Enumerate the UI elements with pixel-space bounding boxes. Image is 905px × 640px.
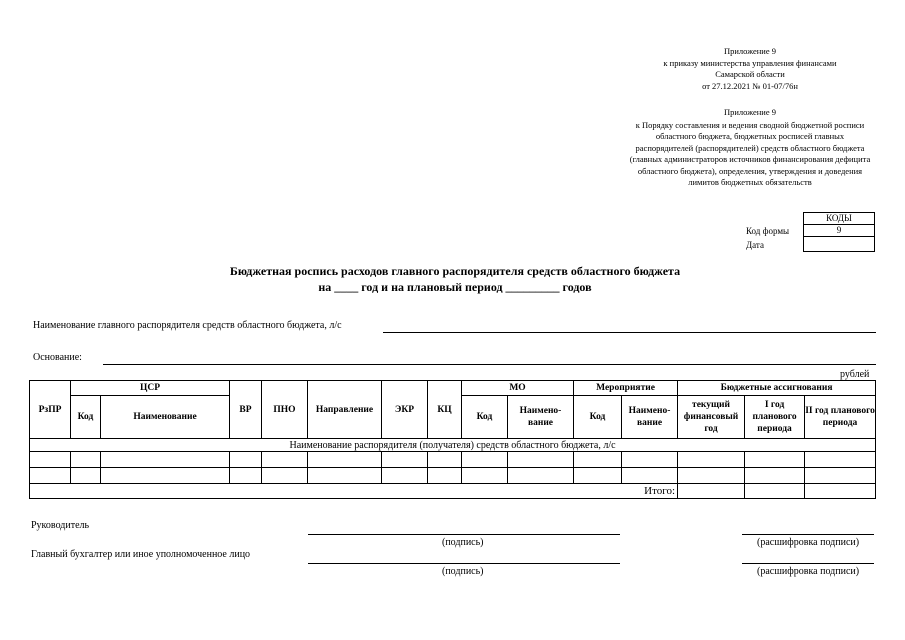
main-manager-input-line[interactable] [383,332,876,333]
appendix-procedure-line: областного бюджета, бюджетных росписей главных [655,131,845,141]
table-cell[interactable] [308,468,382,484]
appendix-procedure-line: областного бюджета), определения, утверждения и доведения [637,165,863,176]
form-title-line1: Бюджетная роспись расходов главного распорядителя средств областного бюджета [229,264,681,278]
table-cell[interactable] [262,468,308,484]
table-cell[interactable] [101,468,230,484]
mo-name-header: Наимено-вание [508,396,574,439]
col-direction-header: Направление [308,381,382,439]
table-cell[interactable] [262,452,308,468]
col-ekr-header: ЭКР [382,381,428,439]
group-event-header: Мероприятие [574,381,678,396]
recipient-row-label: Наименование распорядителя (получателя) средств областного бюджета, л/с [30,439,876,452]
col-pno-header: ПНО [262,381,308,439]
head-label: Руководитель [31,520,90,531]
col-kc-header: КЦ [428,381,462,439]
head-decoding-caption: (расшифровка подписи) [757,537,860,548]
appendix-order-line: к приказу министерства управления финансами [663,57,837,68]
table-cell[interactable] [508,468,574,484]
appendix-procedure-line: (главных администраторов источников финансирования дефицита [629,154,871,164]
table-cell[interactable] [30,468,71,484]
table-cell[interactable] [462,452,508,468]
table-cell[interactable] [745,452,805,468]
table-cell[interactable] [805,468,876,484]
csr-code-header: Код [71,396,101,439]
table-cell[interactable] [678,452,745,468]
appendix-procedure-line: к Порядку составления и ведения сводной бюджетной росписи [635,119,865,130]
group-csr-header: ЦСР [71,381,230,396]
basis-label: Основание: [33,352,82,363]
head-decoding-line[interactable] [742,534,874,535]
table-cell[interactable] [574,468,622,484]
table-cell[interactable] [745,468,805,484]
accountant-decoding-line[interactable] [742,563,874,564]
csr-name-header: Наименование [101,396,230,439]
table-cell[interactable] [308,452,382,468]
appendix-order-line: Самарской области [715,69,785,79]
event-name-header: Наимено-вание [622,396,678,439]
appendix-procedure-line: Приложение 9 [724,107,776,117]
table-cell[interactable] [101,452,230,468]
total-label: Итого: [30,484,678,499]
total-current-cell[interactable] [678,484,745,499]
accountant-signature-caption: (подпись) [442,566,484,577]
total-row [30,484,876,499]
table-row [30,468,876,484]
group-mo-header: МО [462,381,574,396]
group-allocations-header: Бюджетные ассигнования [678,381,876,396]
table-cell[interactable] [462,468,508,484]
codes-header: КОДЫ [804,213,875,225]
head-signature-caption: (подпись) [442,537,484,548]
col-vr-header: ВР [230,381,262,439]
budget-table [29,380,876,499]
form-code-value: 9 [804,225,875,237]
total-year2-cell[interactable] [805,484,876,499]
table-cell[interactable] [678,468,745,484]
table-row [30,452,876,468]
table-cell[interactable] [71,452,101,468]
table-cell[interactable] [428,452,462,468]
total-year1-cell[interactable] [745,484,805,499]
table-cell[interactable] [622,468,678,484]
units-label: рублей [840,369,870,380]
table-cell[interactable] [230,468,262,484]
form-code-label: Код формы [746,226,790,236]
appendix-procedure-line: распорядителей (распорядителей) средств областного бюджета [635,142,865,153]
appendix-order-line: Приложение 9 [724,46,776,56]
codes-table [803,212,875,252]
table-cell[interactable] [622,452,678,468]
head-signature-line[interactable] [308,534,620,535]
appendix-procedure-block [620,107,880,189]
alloc-current-header: текущий финансовый год [678,396,745,439]
mo-code-header: Код [462,396,508,439]
table-cell[interactable] [508,452,574,468]
table-cell[interactable] [30,452,71,468]
table-cell[interactable] [428,468,462,484]
table-cell[interactable] [382,452,428,468]
date-label: Дата [746,240,764,250]
table-cell[interactable] [805,452,876,468]
alloc-year1-header: I год планового периода [745,396,805,439]
event-code-header: Код [574,396,622,439]
basis-input-line[interactable] [103,364,876,365]
main-manager-label: Наименование главного распорядителя средств областного бюджета, л/с [33,320,342,331]
appendix-order-block [630,46,870,92]
col-rzpr-header: РзПР [30,381,71,439]
accountant-signature-line[interactable] [308,563,620,564]
alloc-year2-header: II год планового периода [805,396,876,439]
table-cell[interactable] [574,452,622,468]
accountant-label: Главный бухгалтер или иное уполномоченное лицо [31,549,251,560]
table-cell[interactable] [230,452,262,468]
accountant-decoding-caption: (расшифровка подписи) [757,566,860,577]
form-title-line2: на ____ год и на плановый период _________ годов [318,280,592,294]
table-cell[interactable] [71,468,101,484]
appendix-order-line: от 27.12.2021 № 01-07/76н [702,80,798,91]
table-cell[interactable] [382,468,428,484]
appendix-procedure-line: лимитов бюджетных обязательств [688,177,812,187]
date-value[interactable] [804,237,875,252]
